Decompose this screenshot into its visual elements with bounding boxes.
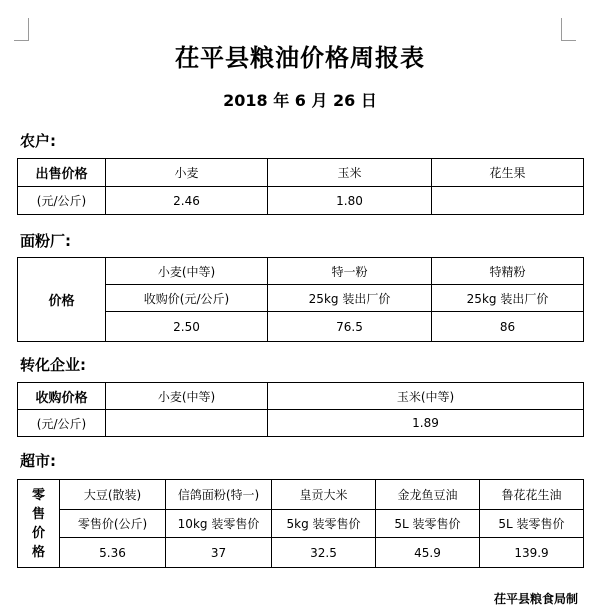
- table-row: [18, 480, 584, 510]
- supermarket-price-flour: 37: [166, 538, 272, 568]
- supermarket-price-rice: 32.5: [272, 538, 376, 568]
- report-date: 2018 年 6 月 26 日: [223, 91, 377, 110]
- supermarket-item-rice: 皇贡大米: [272, 480, 376, 510]
- supermarket-unit-rice: 5kg 装零售价: [272, 510, 376, 538]
- table-row: [18, 187, 584, 215]
- table-row: [18, 538, 584, 568]
- farmer-item-corn: 玉米: [268, 159, 432, 187]
- supermarket-unit-soy-oil: 5L 装零售价: [376, 510, 480, 538]
- mill-label: 价格: [18, 258, 106, 342]
- section-heading-supermarket: 超市:: [20, 452, 56, 470]
- farmer-label-unit: (元/公斤): [18, 187, 106, 215]
- enterprise-price-corn: 1.89: [268, 410, 584, 437]
- supermarket-label-char: 售: [31, 506, 45, 522]
- section-heading-enterprise: 转化企业:: [20, 356, 86, 374]
- supermarket-label-char: 零: [31, 487, 45, 503]
- farmer-item-peanut: 花生果: [432, 159, 584, 187]
- table-row: [18, 510, 584, 538]
- farmer-label-main: 出售价格: [18, 159, 106, 187]
- enterprise-table: [17, 382, 584, 437]
- issuer-footer: 茌平县粮食局制: [493, 592, 578, 606]
- table-row: [18, 383, 584, 410]
- mill-price-special-refined: 86: [432, 312, 584, 342]
- farmer-item-wheat: 小麦: [106, 159, 268, 187]
- supermarket-price-soy-oil: 45.9: [376, 538, 480, 568]
- farmer-table: [17, 158, 584, 215]
- enterprise-price-wheat: [106, 410, 268, 437]
- supermarket-item-soy-oil: 金龙鱼豆油: [376, 480, 480, 510]
- mill-unit-special-first: 25kg 装出厂价: [268, 285, 432, 312]
- mill-price-wheat: 2.50: [106, 312, 268, 342]
- enterprise-label-main: 收购价格: [18, 383, 106, 410]
- supermarket-price-peanut-oil: 139.9: [480, 538, 584, 568]
- supermarket-unit-peanut-oil: 5L 装零售价: [480, 510, 584, 538]
- supermarket-unit-flour: 10kg 装零售价: [166, 510, 272, 538]
- table-row: [18, 410, 584, 437]
- supermarket-unit-soybean: 零售价(公斤): [60, 510, 166, 538]
- supermarket-price-soybean: 5.36: [60, 538, 166, 568]
- supermarket-label-char: 格: [31, 544, 45, 560]
- enterprise-label-unit: (元/公斤): [18, 410, 106, 437]
- farmer-price-corn: 1.80: [268, 187, 432, 215]
- report-title: 茌平县粮油价格周报表: [175, 44, 425, 72]
- enterprise-item-wheat: 小麦(中等): [106, 383, 268, 410]
- supermarket-label-char: 价: [31, 525, 45, 541]
- table-row: [18, 258, 584, 285]
- table-row: [18, 159, 584, 187]
- mill-item-wheat: 小麦(中等): [106, 258, 268, 285]
- supermarket-item-soybean: 大豆(散装): [60, 480, 166, 510]
- supermarket-label: [18, 480, 60, 568]
- mill-unit-special-refined: 25kg 装出厂价: [432, 285, 584, 312]
- supermarket-item-peanut-oil: 鲁花花生油: [480, 480, 584, 510]
- section-heading-farmer: 农户:: [20, 132, 56, 150]
- mill-item-special-refined: 特精粉: [432, 258, 584, 285]
- section-heading-mill: 面粉厂:: [20, 232, 71, 250]
- mill-item-special-first: 特一粉: [268, 258, 432, 285]
- supermarket-item-flour: 信鸽面粉(特一): [166, 480, 272, 510]
- enterprise-item-corn: 玉米(中等): [268, 383, 584, 410]
- supermarket-table: [17, 479, 584, 568]
- farmer-price-peanut: [432, 187, 584, 215]
- mill-price-special-first: 76.5: [268, 312, 432, 342]
- farmer-price-wheat: 2.46: [106, 187, 268, 215]
- mill-unit-wheat: 收购价(元/公斤): [106, 285, 268, 312]
- mill-table: [17, 257, 584, 342]
